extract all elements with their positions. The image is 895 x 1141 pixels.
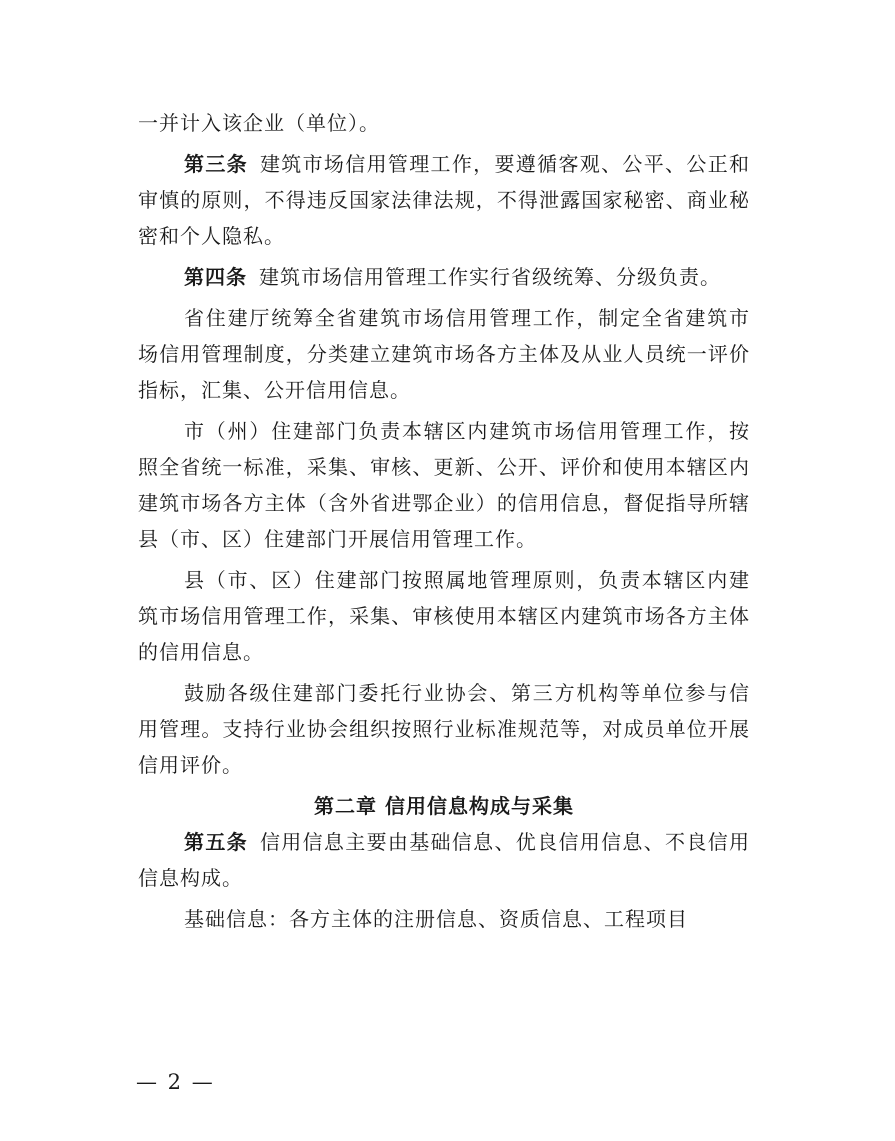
paragraph-continuation — [138, 105, 750, 141]
article-3 — [138, 146, 750, 254]
document-body — [138, 105, 750, 937]
article-number: 第五条 — [184, 830, 248, 854]
paragraph-text: 建筑市场信用管理工作实行省级统筹、分级负责。 — [259, 265, 721, 289]
paragraph-text: 信用信息主要由基础信息、优良信用信息、不良信用信息构成。 — [138, 830, 751, 890]
article-5 — [138, 824, 750, 896]
article-number: 第四条 — [184, 265, 247, 289]
paragraph-provincial-duty — [138, 300, 750, 408]
paragraph-text: 省住建厅统筹全省建筑市场信用管理工作，制定全省建筑市场信用管理制度，分类建立建筑市场各方主体及从业人员统一评价指标，汇集、公开信用信息。 — [138, 306, 750, 402]
paragraph-city-duty — [138, 413, 750, 557]
paragraph-text: 县（市、区）住建部门按照属地管理原则，负责本辖区内建筑市场信用管理工作，采集、审核使用本辖区内建筑市场各方主体的信用信息。 — [138, 568, 750, 664]
page-number: — 2 — — [136, 1070, 215, 1094]
article-4 — [138, 259, 750, 295]
paragraph-basic-info — [138, 901, 750, 937]
paragraph-text: 市（州）住建部门负责本辖区内建筑市场信用管理工作，按照全省统一标准，采集、审核、更新、公开、评价和使用本辖区内建筑市场各方主体（含外省进鄂企业）的信用信息，督促指导所辖县（市、区）住建部门开展信用管理工作。 — [138, 419, 750, 551]
paragraph-text: 基础信息：各方主体的注册信息、资质信息、工程项目 — [184, 907, 688, 931]
paragraph-county-duty — [138, 562, 750, 670]
paragraph-text: 建筑市场信用管理工作，要遵循客观、公平、公正和审慎的原则，不得违反国家法律法规，不得泄露国家秘密、商业秘密和个人隐私。 — [138, 152, 751, 248]
paragraph-text: 鼓励各级住建部门委托行业协会、第三方机构等单位参与信用管理。支持行业协会组织按照行业标准规范等，对成员单位开展信用评价。 — [138, 681, 750, 777]
paragraph-text: 一并计入该企业（单位）。 — [138, 111, 380, 135]
paragraph-encouragement — [138, 675, 750, 783]
chapter-heading: 第二章 信用信息构成与采集 — [314, 794, 574, 818]
article-number: 第三条 — [184, 152, 248, 176]
